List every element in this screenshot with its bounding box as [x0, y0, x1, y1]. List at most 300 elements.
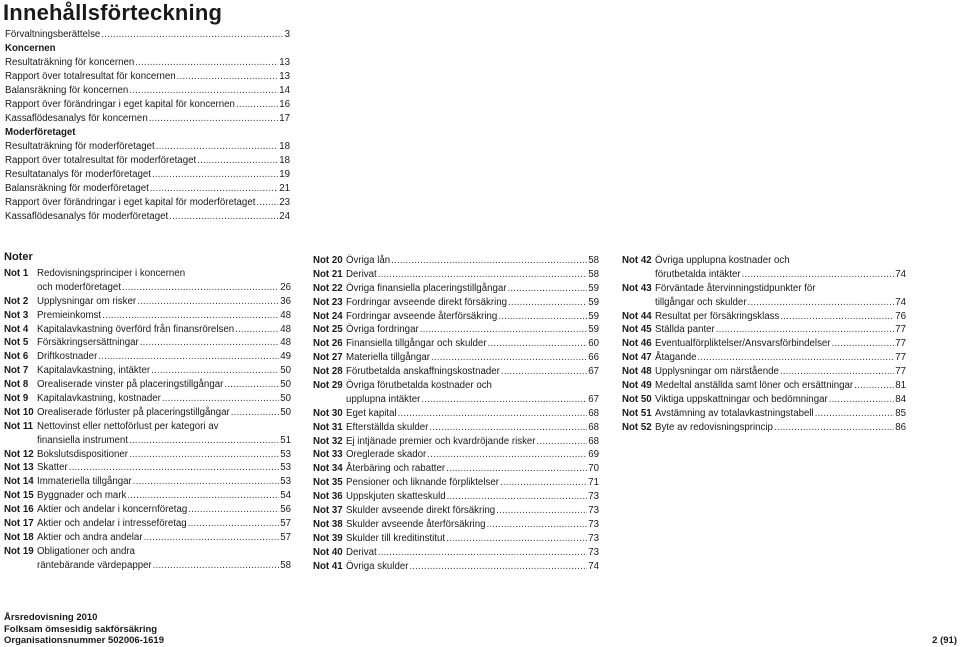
note-number: Not 40 [313, 546, 343, 558]
note-title: upplupna intäkter [346, 393, 421, 405]
leader-dots [429, 421, 587, 435]
note-entry[interactable] [4, 378, 291, 392]
toc-entry[interactable] [5, 210, 290, 224]
note-entry[interactable] [313, 351, 599, 365]
note-number: Not 22 [313, 282, 343, 294]
note-number: Not 45 [622, 324, 652, 336]
note-entry[interactable] [313, 560, 599, 574]
note-title: Övriga skulder [346, 560, 409, 572]
note-title: Driftkostnader [37, 351, 98, 363]
toc-entry-title: Resultaträkning för moderföretaget [5, 141, 155, 152]
note-page: 53 [280, 448, 291, 460]
note-number: Not 42 [622, 255, 652, 266]
footer-company: Folksam ömsesidig sakförsäkring [4, 623, 158, 635]
note-page: 54 [280, 490, 291, 502]
note-title: Försäkringsersättningar [37, 337, 139, 349]
leader-dots [144, 531, 280, 545]
leader-dots [854, 379, 894, 393]
note-page: 36 [280, 295, 291, 307]
leader-dots [231, 406, 279, 420]
note-number: Not 36 [313, 491, 343, 503]
note-title: Efterställda skulder [346, 421, 429, 433]
note-entry[interactable] [4, 545, 291, 573]
leader-dots [697, 351, 894, 365]
note-entry[interactable] [622, 365, 906, 379]
note-page: 71 [588, 477, 599, 489]
note-page: 56 [280, 504, 291, 516]
note-title: Skulder avseende direkt försäkring [346, 505, 496, 517]
note-title: Kapitalavkastning, kostnader [37, 393, 161, 405]
note-number: Not 25 [313, 324, 343, 336]
leader-dots [162, 392, 279, 406]
note-page: 77 [895, 338, 906, 350]
note-page: 77 [895, 366, 906, 378]
note-entry[interactable] [313, 296, 599, 310]
toc-entry-title: Resultaträkning för koncernen [5, 57, 135, 68]
toc-entry-page: 13 [279, 71, 290, 82]
toc-entry-page: 21 [279, 183, 290, 194]
leader-dots [486, 518, 587, 532]
leader-dots [256, 196, 278, 210]
leader-dots [151, 364, 279, 378]
leader-dots [421, 393, 587, 407]
note-number: Not 13 [4, 462, 34, 474]
note-number: Not 12 [4, 448, 34, 460]
leader-dots [537, 435, 588, 449]
note-number: Not 44 [622, 310, 652, 322]
toc-entry[interactable] [5, 154, 290, 168]
note-entry[interactable] [4, 323, 291, 337]
note-number: Not 14 [4, 476, 34, 488]
note-entry[interactable] [4, 517, 291, 531]
toc-entry[interactable] [5, 28, 290, 42]
toc-entry-page: 19 [279, 169, 290, 180]
note-number: Not 52 [622, 421, 652, 433]
note-number: Not 10 [4, 406, 34, 418]
note-page: 69 [588, 449, 599, 461]
toc-entry[interactable] [5, 98, 290, 112]
note-title: Övriga upplupna kostnader och [655, 255, 790, 266]
note-number: Not 11 [4, 420, 34, 432]
note-title: Upplysningar om närstående [655, 366, 779, 378]
note-title: Byte av redovisningsprincip [655, 421, 773, 433]
leader-dots [716, 323, 894, 337]
note-entry[interactable] [4, 531, 291, 545]
toc-entry[interactable] [5, 168, 290, 182]
leader-dots [150, 182, 278, 196]
leader-dots [501, 365, 587, 379]
leader-dots [156, 140, 279, 154]
note-number: Not 18 [4, 531, 34, 543]
note-entry[interactable] [4, 406, 291, 420]
note-title: Skatter [37, 462, 68, 474]
note-entry[interactable] [313, 462, 599, 476]
note-title: Övriga finansiella placeringstillgångar [346, 282, 507, 294]
note-entry[interactable] [313, 379, 599, 407]
note-entry[interactable] [313, 532, 599, 546]
note-title: Byggnader och mark [37, 490, 127, 502]
leader-dots [235, 323, 279, 337]
note-number: Not 7 [4, 365, 29, 377]
note-entry[interactable] [4, 309, 291, 323]
note-title: Derivat [346, 268, 377, 280]
note-number: Not 1 [4, 268, 29, 279]
note-page: 59 [588, 324, 599, 336]
leader-dots [378, 268, 588, 282]
leader-dots [832, 337, 895, 351]
note-title: Aktier och andra andelar [37, 531, 143, 543]
note-page: 77 [895, 352, 906, 364]
note-entry[interactable] [4, 295, 291, 309]
note-page: 85 [895, 407, 906, 419]
note-title: Viktiga uppskattningar och bedömningar [655, 393, 828, 405]
note-page: 74 [895, 296, 906, 308]
note-number: Not 2 [4, 295, 29, 307]
note-page: 74 [588, 560, 599, 572]
note-page: 73 [588, 546, 599, 558]
leader-dots [508, 296, 587, 310]
note-page: 58 [588, 268, 599, 280]
note-number: Not 24 [313, 310, 343, 322]
note-entry[interactable] [313, 365, 599, 379]
toc-entry-title: Rapport över förändringar i eget kapital för moderföretaget [5, 197, 256, 208]
toc-entry[interactable] [5, 112, 290, 126]
notes-column-3 [622, 254, 906, 435]
note-page: 50 [280, 365, 291, 377]
note-page: 84 [895, 393, 906, 405]
toc-entry[interactable] [5, 140, 290, 154]
note-number: Not 43 [622, 282, 652, 294]
toc-entry[interactable] [5, 70, 290, 84]
note-title: Övriga lån [346, 255, 391, 266]
note-number: Not 51 [622, 407, 652, 419]
leader-dots [427, 448, 587, 462]
note-page: 86 [895, 421, 906, 433]
leader-dots [129, 448, 279, 462]
leader-dots [507, 282, 587, 296]
note-page: 58 [588, 255, 599, 266]
toc-entry[interactable] [5, 56, 290, 70]
note-title: Aktier och andelar i intresseföretag [37, 518, 187, 530]
note-number: Not 30 [313, 407, 343, 419]
note-page: 73 [588, 518, 599, 530]
note-number: Not 23 [313, 296, 343, 308]
leader-dots [188, 503, 279, 517]
note-title: tillgångar och skulder [655, 296, 747, 308]
leader-dots [149, 112, 279, 126]
note-page: 76 [895, 310, 906, 322]
note-entry[interactable] [313, 518, 599, 532]
note-title: Eget kapital [346, 407, 397, 419]
note-title: Övriga förutbetalda kostnader och [346, 380, 492, 392]
note-title: Redovisningsprinciper i koncernen [37, 268, 186, 279]
note-title: Orealiserade förluster på placeringstillgångar [37, 406, 230, 418]
note-title: Pensioner och liknande förpliktelser [346, 477, 499, 489]
note-entry[interactable] [313, 546, 599, 560]
note-title: Förutbetalda anskaffningskostnader [346, 366, 500, 378]
note-page: 73 [588, 532, 599, 544]
note-entry[interactable] [313, 504, 599, 518]
toc-entry-title: Rapport över totalresultat för moderföretaget [5, 155, 197, 166]
note-entry[interactable] [4, 489, 291, 503]
leader-dots [188, 517, 280, 531]
table-of-contents [5, 28, 290, 224]
note-title: Fordringar avseende direkt försäkring [346, 296, 507, 308]
note-number: Not 39 [313, 532, 343, 544]
note-title: Övriga fordringar [346, 324, 419, 336]
note-page: 60 [588, 338, 599, 350]
note-title: Kapitalavkastning överförd från finansrörelsen [37, 323, 235, 335]
leader-dots [129, 84, 278, 98]
note-number: Not 37 [313, 505, 343, 517]
page-number: 2 (91) [932, 635, 957, 646]
note-number: Not 31 [313, 421, 343, 433]
note-page: 68 [588, 421, 599, 433]
toc-entry-page: 17 [279, 113, 290, 124]
leader-dots [447, 490, 588, 504]
note-number: Not 50 [622, 393, 652, 405]
leader-dots [140, 336, 279, 350]
leader-dots [420, 323, 588, 337]
note-entry[interactable] [313, 407, 599, 421]
note-title: Avstämning av totalavkastningstabell [655, 407, 814, 419]
note-title: Åtagande [655, 352, 697, 364]
note-entry[interactable] [313, 310, 599, 324]
note-number: Not 47 [622, 352, 652, 364]
toc-entry-title: Förvaltningsberättelse [5, 29, 101, 40]
note-entry[interactable] [622, 421, 906, 435]
note-title: Medeltal anställda samt löner och ersättningar [655, 380, 854, 392]
toc-entry-title: Resultatanalys för moderföretaget [5, 169, 151, 180]
note-page: 66 [588, 352, 599, 364]
leader-dots [69, 461, 280, 475]
note-entry[interactable] [4, 448, 291, 462]
note-title: Uppskjuten skatteskuld [346, 491, 446, 503]
note-page: 59 [588, 310, 599, 322]
leader-dots [133, 475, 279, 489]
note-number: Not 46 [622, 338, 652, 350]
note-page: 50 [280, 379, 291, 391]
footer [4, 612, 164, 647]
leader-dots [815, 407, 895, 421]
leader-dots [780, 365, 894, 379]
note-page: 77 [895, 324, 906, 336]
note-page: 48 [280, 323, 291, 335]
note-title: Finansiella tillgångar och skulder [346, 338, 487, 350]
note-page: 67 [588, 366, 599, 378]
leader-dots [780, 310, 894, 324]
toc-entry[interactable] [5, 182, 290, 196]
note-number: Not 8 [4, 379, 29, 391]
note-entry[interactable] [4, 392, 291, 406]
note-title: Förväntade återvinningstidpunkter för [655, 282, 816, 294]
toc-entry-title: Balansräkning för moderföretaget [5, 183, 149, 194]
note-entry[interactable] [622, 282, 906, 310]
note-title: Återbäring och rabatter [346, 463, 446, 475]
toc-entry-title: Kassaflödesanalys för koncernen [5, 113, 148, 124]
note-title: Nettovinst eller nettoförlust per kategori av [37, 420, 219, 432]
note-entry[interactable] [622, 310, 906, 324]
note-page: 53 [280, 476, 291, 488]
toc-entry-title: Rapport över förändringar i eget kapital för koncernen [5, 99, 235, 110]
note-title: Oreglerade skador [346, 449, 427, 461]
note-entry[interactable] [313, 435, 599, 449]
leader-dots [122, 281, 279, 295]
toc-entry[interactable] [5, 84, 290, 98]
note-entry[interactable] [4, 461, 291, 475]
note-title: förutbetalda intäkter [655, 268, 741, 280]
leader-dots [135, 56, 278, 70]
leader-dots [774, 421, 894, 435]
toc-entry-page: 18 [279, 141, 290, 152]
leader-dots [742, 268, 895, 282]
note-page: 81 [895, 380, 906, 392]
leader-dots [127, 489, 279, 503]
note-entry[interactable] [313, 421, 599, 435]
note-entry[interactable] [4, 267, 291, 295]
note-entry[interactable] [313, 254, 599, 268]
leader-dots [98, 350, 279, 364]
note-page: 50 [280, 393, 291, 405]
note-entry[interactable] [313, 476, 599, 490]
leader-dots [137, 295, 279, 309]
note-number: Not 32 [313, 435, 343, 447]
note-number: Not 26 [313, 338, 343, 350]
note-entry[interactable] [4, 475, 291, 489]
notes-column-2 [313, 254, 599, 573]
note-page: 59 [588, 296, 599, 308]
leader-dots [153, 559, 279, 573]
note-number: Not 48 [622, 366, 652, 378]
toc-entry-title: Kassaflödesanalys för moderföretaget [5, 211, 169, 222]
note-number: Not 17 [4, 518, 34, 530]
note-page: 73 [588, 491, 599, 503]
note-entry[interactable] [4, 350, 291, 364]
note-number: Not 3 [4, 309, 29, 321]
toc-entry-page: 18 [279, 155, 290, 166]
note-entry[interactable] [622, 323, 906, 337]
note-title: Skulder till kreditinstitut [346, 532, 446, 544]
leader-dots [398, 407, 588, 421]
note-number: Not 33 [313, 449, 343, 461]
leader-dots [431, 351, 587, 365]
leader-dots [177, 70, 279, 84]
note-title: finansiella instrument [37, 434, 129, 446]
note-number: Not 41 [313, 560, 343, 572]
toc-entry-page: 3 [284, 29, 290, 40]
note-page: 57 [280, 518, 291, 530]
leader-dots [409, 560, 587, 574]
leader-dots [102, 309, 279, 323]
note-title: Aktier och andelar i koncernföretag [37, 504, 188, 516]
toc-entry-title: Balansräkning för koncernen [5, 85, 129, 96]
note-entry[interactable] [622, 254, 906, 282]
note-title: Orealiserade vinster på placeringstillgångar [37, 379, 224, 391]
note-page: 48 [280, 337, 291, 349]
note-number: Not 34 [313, 463, 343, 475]
note-entry[interactable] [622, 379, 906, 393]
note-title: Immateriella tillgångar [37, 476, 132, 488]
note-entry[interactable] [313, 282, 599, 296]
notes-column-1 [4, 267, 291, 573]
leader-dots [378, 546, 588, 560]
toc-entry[interactable] [5, 196, 290, 210]
leader-dots [496, 504, 587, 518]
footer-report-title: Årsredovisning 2010 [4, 612, 98, 623]
note-entry[interactable] [313, 337, 599, 351]
leader-dots [197, 154, 278, 168]
note-entry[interactable] [313, 323, 599, 337]
note-title: Derivat [346, 546, 377, 558]
leader-dots [129, 434, 279, 448]
note-number: Not 15 [4, 490, 34, 502]
note-entry[interactable] [4, 503, 291, 517]
leader-dots [446, 462, 587, 476]
note-number: Not 6 [4, 351, 29, 363]
page-title: Innehållsförteckning [3, 0, 223, 25]
footer-org-number: Organisationsnummer 502006-1619 [4, 635, 164, 646]
note-page: 73 [588, 505, 599, 517]
toc-section-heading: Koncernen [5, 43, 56, 54]
note-page: 50 [280, 406, 291, 418]
note-entry[interactable] [4, 364, 291, 378]
toc-entry-page: 14 [279, 85, 290, 96]
note-page: 26 [280, 281, 291, 293]
note-entry[interactable] [622, 407, 906, 421]
note-page: 59 [588, 282, 599, 294]
note-title: Premieinkomst [37, 309, 102, 321]
notes-heading: Noter [4, 251, 33, 263]
toc-entry-page: 23 [279, 197, 290, 208]
note-number: Not 19 [4, 545, 34, 557]
leader-dots [224, 378, 279, 392]
note-title: Eventualförpliktelser/Ansvarsförbindelser [655, 338, 831, 350]
note-entry[interactable] [622, 337, 906, 351]
toc-section-heading: Moderföretaget [5, 127, 76, 138]
note-number: Not 29 [313, 380, 343, 392]
note-entry[interactable] [622, 393, 906, 407]
note-entry[interactable] [4, 420, 291, 448]
note-entry[interactable] [622, 351, 906, 365]
note-entry[interactable] [4, 336, 291, 350]
note-page: 53 [280, 462, 291, 474]
leader-dots [500, 476, 587, 490]
note-title: Upplysningar om risker [37, 295, 137, 307]
note-number: Not 21 [313, 268, 343, 280]
note-number: Not 27 [313, 352, 343, 364]
note-number: Not 4 [4, 323, 29, 335]
note-number: Not 5 [4, 337, 29, 349]
note-page: 58 [280, 559, 291, 571]
note-number: Not 38 [313, 518, 343, 530]
note-entry[interactable] [313, 448, 599, 462]
note-page: 68 [588, 407, 599, 419]
note-entry[interactable] [313, 268, 599, 282]
note-page: 74 [895, 268, 906, 280]
note-title: Bokslutsdispositioner [37, 448, 129, 460]
leader-dots [391, 254, 587, 268]
note-entry[interactable] [313, 490, 599, 504]
leader-dots [829, 393, 895, 407]
note-page: 70 [588, 463, 599, 475]
note-page: 48 [280, 309, 291, 321]
note-number: Not 20 [313, 255, 343, 266]
toc-entry-page: 24 [279, 211, 290, 222]
note-title: Ställda panter [655, 324, 715, 336]
note-title: Materiella tillgångar [346, 352, 430, 364]
toc-entry-title: Rapport över totalresultat för koncernen [5, 71, 176, 82]
note-title: Resultat per försäkringsklass [655, 310, 780, 322]
